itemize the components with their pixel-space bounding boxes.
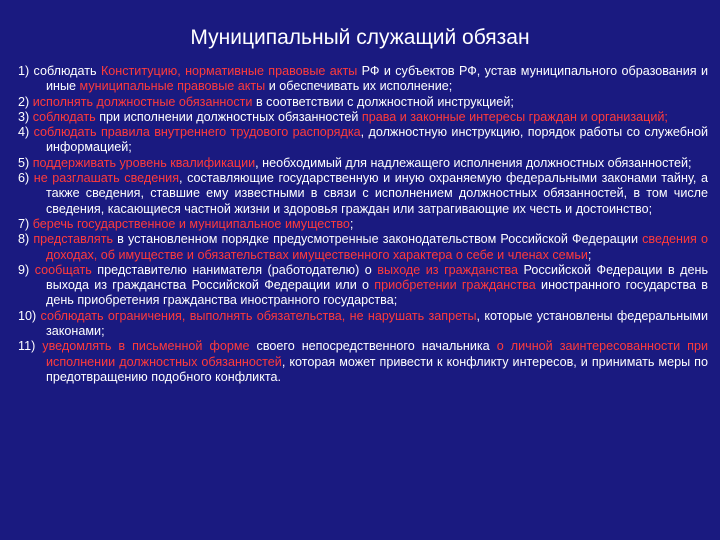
duty-highlighted-text: поддерживать уровень квалификации [32, 155, 256, 170]
duty-highlighted-text: права и законные интересы граждан и организаций; [361, 109, 668, 124]
duty-item [18, 125, 708, 156]
duty-highlighted-text: приобретении гражданства [374, 278, 536, 293]
duty-item [18, 339, 708, 385]
duty-highlighted-text: соблюдать ограничения, выполнять обязательства, не нарушать запреты [40, 308, 477, 323]
duty-text: 2) [18, 94, 33, 109]
duty-highlighted-text: уведомлять в письменной форме [42, 339, 250, 354]
duty-text: 11) [18, 339, 43, 354]
duty-text: ; [587, 247, 592, 262]
duty-item [18, 156, 708, 171]
duty-text: Российской Федерации в день выхода из гражданства Российской Федерации или о [46, 262, 709, 293]
duty-item [18, 217, 708, 232]
duty-text: 10) [18, 308, 41, 323]
duty-text: 9) [18, 262, 35, 277]
duty-text: , составляющие государственную и иную охраняемую федеральными законами тайну, а также сведения, ставшие ему известными в связи с исполнением должностных обязанностей, в том числе сведения, касающиеся частной жизни и здоровья граждан или затрагивающие их честь и достоинство; [46, 171, 708, 216]
duty-text: 3) [18, 109, 33, 124]
duty-text: в установленном порядке предусмотренные законодательством Российской Федерации [113, 232, 643, 247]
duty-text: 4) [18, 125, 34, 140]
duty-text: 1) соблюдать [18, 64, 101, 78]
duty-text: РФ и субъектов РФ, устав муниципального образования и иные [46, 64, 708, 94]
duty-item [18, 95, 708, 110]
duty-item [18, 232, 708, 263]
duty-highlighted-text: Конституцию, нормативные правовые акты [100, 64, 358, 78]
duty-text: представителю нанимателя (работодателю) о [91, 262, 378, 277]
duty-text: в соответствии с должностной инструкцией; [252, 94, 514, 109]
duty-highlighted-text: не разглашать сведения [33, 171, 180, 186]
duty-text: , должностную инструкцию, порядок работы со служебной информацией; [46, 125, 708, 155]
duty-highlighted-text: сообщать [34, 262, 92, 277]
duty-item [18, 263, 708, 309]
duty-highlighted-text: выходе из гражданства [377, 262, 519, 277]
duty-text: 6) [18, 171, 34, 186]
duty-item [18, 171, 708, 217]
duty-item [18, 309, 708, 340]
duty-highlighted-text: муниципальные правовые акты [79, 79, 266, 94]
slide-title: Муниципальный служащий обязан [190, 26, 530, 49]
duty-text: и обеспечивать их исполнение; [265, 79, 453, 94]
duty-highlighted-text: сведения о доходах, об имуществе и обязательствах имущественного характера о себе и членах семьи [46, 232, 708, 262]
duty-text: при исполнении должностных обязанностей [95, 109, 362, 124]
duty-text: ; [349, 216, 354, 231]
duty-highlighted-text: соблюдать правила внутреннего трудового распорядка [33, 125, 361, 140]
duty-text: своего непосредственного начальника [249, 339, 497, 354]
duty-text: , которые установлены федеральными законами; [46, 308, 708, 339]
duties-list [18, 64, 708, 385]
duty-text: , необходимый для надлежащего исполнения должностных обязанностей; [255, 155, 692, 170]
duty-highlighted-text: соблюдать [32, 109, 96, 124]
duty-highlighted-text: представлять [33, 232, 114, 247]
duty-text: 5) [18, 155, 33, 170]
duty-text: 7) [18, 216, 33, 231]
duty-highlighted-text: беречь государственное и муниципальное имущество [32, 216, 350, 231]
duty-highlighted-text: исполнять должностные обязанности [32, 94, 253, 109]
duty-text: 8) [18, 232, 34, 247]
duty-item [18, 64, 708, 95]
duty-highlighted-text: о личной заинтересованности при исполнении должностных обязанностей [46, 339, 708, 369]
duty-text: , которая может привести к конфликту интересов, и принимать меры по предотвращению подобного конфликта. [46, 354, 708, 384]
duty-item [18, 110, 708, 125]
duty-text: иностранного государства в день приобретения гражданства иностранного государства; [46, 278, 708, 308]
